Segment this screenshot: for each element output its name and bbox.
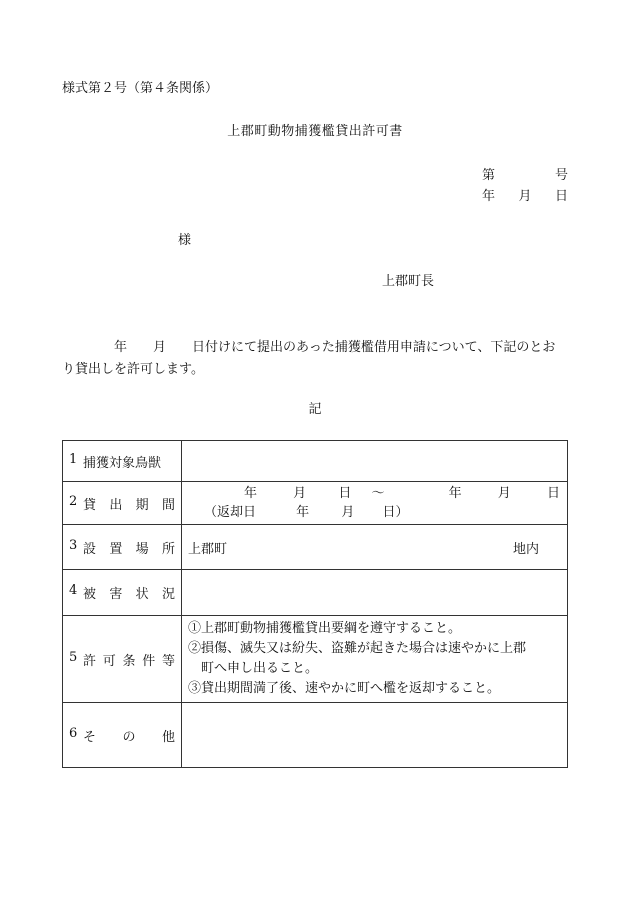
label-char: の [122, 729, 136, 745]
damage-status-cell[interactable] [182, 570, 568, 616]
loan-period-cell[interactable] [182, 482, 568, 525]
label-char: 害 [109, 587, 123, 602]
label-char: 許 [83, 653, 97, 669]
date-day: 日 [554, 189, 568, 204]
addressee-honorific: 様 [178, 233, 192, 248]
table-row [63, 441, 568, 482]
table-row [63, 570, 568, 616]
condition-item: ①上郡町動物捕獲檻貸出要綱を遵守すること。 [188, 621, 462, 636]
table-row [63, 525, 568, 570]
location-town: 上郡町 [188, 541, 228, 557]
label-char: 貸 [83, 497, 97, 513]
location-suffix: 地内 [512, 541, 539, 557]
row-number: 3 [69, 537, 78, 553]
form-number: 様式第２号（第４条関係） [62, 81, 219, 96]
return-open: （返却日 [204, 505, 257, 520]
return-close: 日） [382, 505, 409, 520]
row-number: 2 [69, 493, 78, 509]
permit-conditions-cell [182, 616, 568, 703]
period-tilde: ～ [371, 486, 385, 501]
row-label [63, 441, 182, 482]
row-label [63, 482, 182, 525]
permit-table [62, 440, 568, 768]
label-char: 可 [102, 653, 116, 669]
label-char: 他 [161, 729, 175, 745]
period-end-year: 年 [448, 486, 462, 501]
table-row [63, 616, 568, 703]
reference-number [482, 168, 568, 184]
condition-item-continued: 町へ申し出ること。 [201, 661, 319, 676]
issue-date [482, 189, 568, 205]
label-char: 間 [161, 497, 175, 513]
label-char: 捕獲対象鳥獣 [83, 455, 162, 471]
period-start-month: 月 [293, 486, 307, 501]
label-char: 状 [135, 587, 149, 602]
period-end-day: 日 [546, 486, 560, 501]
table-row [63, 703, 568, 768]
condition-item: ③貸出期間満了後、速やかに町へ檻を返却すること。 [188, 681, 501, 696]
label-char: 所 [161, 541, 175, 557]
label-char: 置 [109, 541, 123, 557]
row-number: 6 [69, 725, 78, 741]
label-char: 設 [83, 541, 97, 557]
label-char: 条 [122, 653, 136, 669]
body-text: 年 月 日付けにて提出のあった捕獲檻借用申請について、下記のとおり貸出しを許可します。 [62, 340, 556, 377]
row-label [63, 703, 182, 768]
row-number: 4 [69, 583, 78, 598]
row-label [63, 616, 182, 703]
row-label-text [83, 494, 175, 513]
return-date [188, 503, 561, 522]
row-label [63, 570, 182, 616]
number-suffix: 号 [554, 168, 568, 183]
document-title: 上郡町動物捕獲檻貸出許可書 [227, 124, 403, 139]
row-number: 5 [69, 649, 78, 665]
row-label [63, 525, 182, 570]
installation-location-cell[interactable] [182, 525, 568, 570]
date-year: 年 [482, 189, 496, 204]
row-label-text [83, 650, 175, 669]
label-char: 件 [142, 653, 156, 669]
target-animal-cell[interactable] [182, 441, 568, 482]
label-char: そ [83, 729, 97, 745]
number-prefix: 第 [482, 168, 496, 183]
period-range [188, 484, 561, 503]
return-year: 年 [296, 505, 310, 520]
date-month: 月 [518, 189, 532, 204]
row-label-text [83, 538, 175, 557]
period-start-day: 日 [338, 486, 352, 501]
label-char: 出 [109, 497, 123, 513]
label-char: 被 [83, 587, 97, 602]
label-char: 況 [161, 587, 175, 602]
return-month: 月 [341, 505, 355, 520]
row-label-text [83, 452, 175, 471]
label-char: 場 [135, 541, 149, 557]
ki-heading: 記 [308, 402, 322, 417]
period-start-year: 年 [244, 486, 258, 501]
label-char: 期 [135, 497, 149, 513]
row-label-text [83, 583, 175, 602]
period-end-month: 月 [497, 486, 511, 501]
table-row [63, 482, 568, 525]
condition-item: ②損傷、滅失又は紛失、盗難が起きた場合は速やかに上郡 [188, 641, 527, 656]
row-number: 1 [69, 451, 78, 467]
issuer-name: 上郡町長 [382, 274, 435, 289]
label-char: 等 [161, 653, 175, 669]
row-label-text [83, 726, 175, 745]
other-cell[interactable] [182, 703, 568, 768]
